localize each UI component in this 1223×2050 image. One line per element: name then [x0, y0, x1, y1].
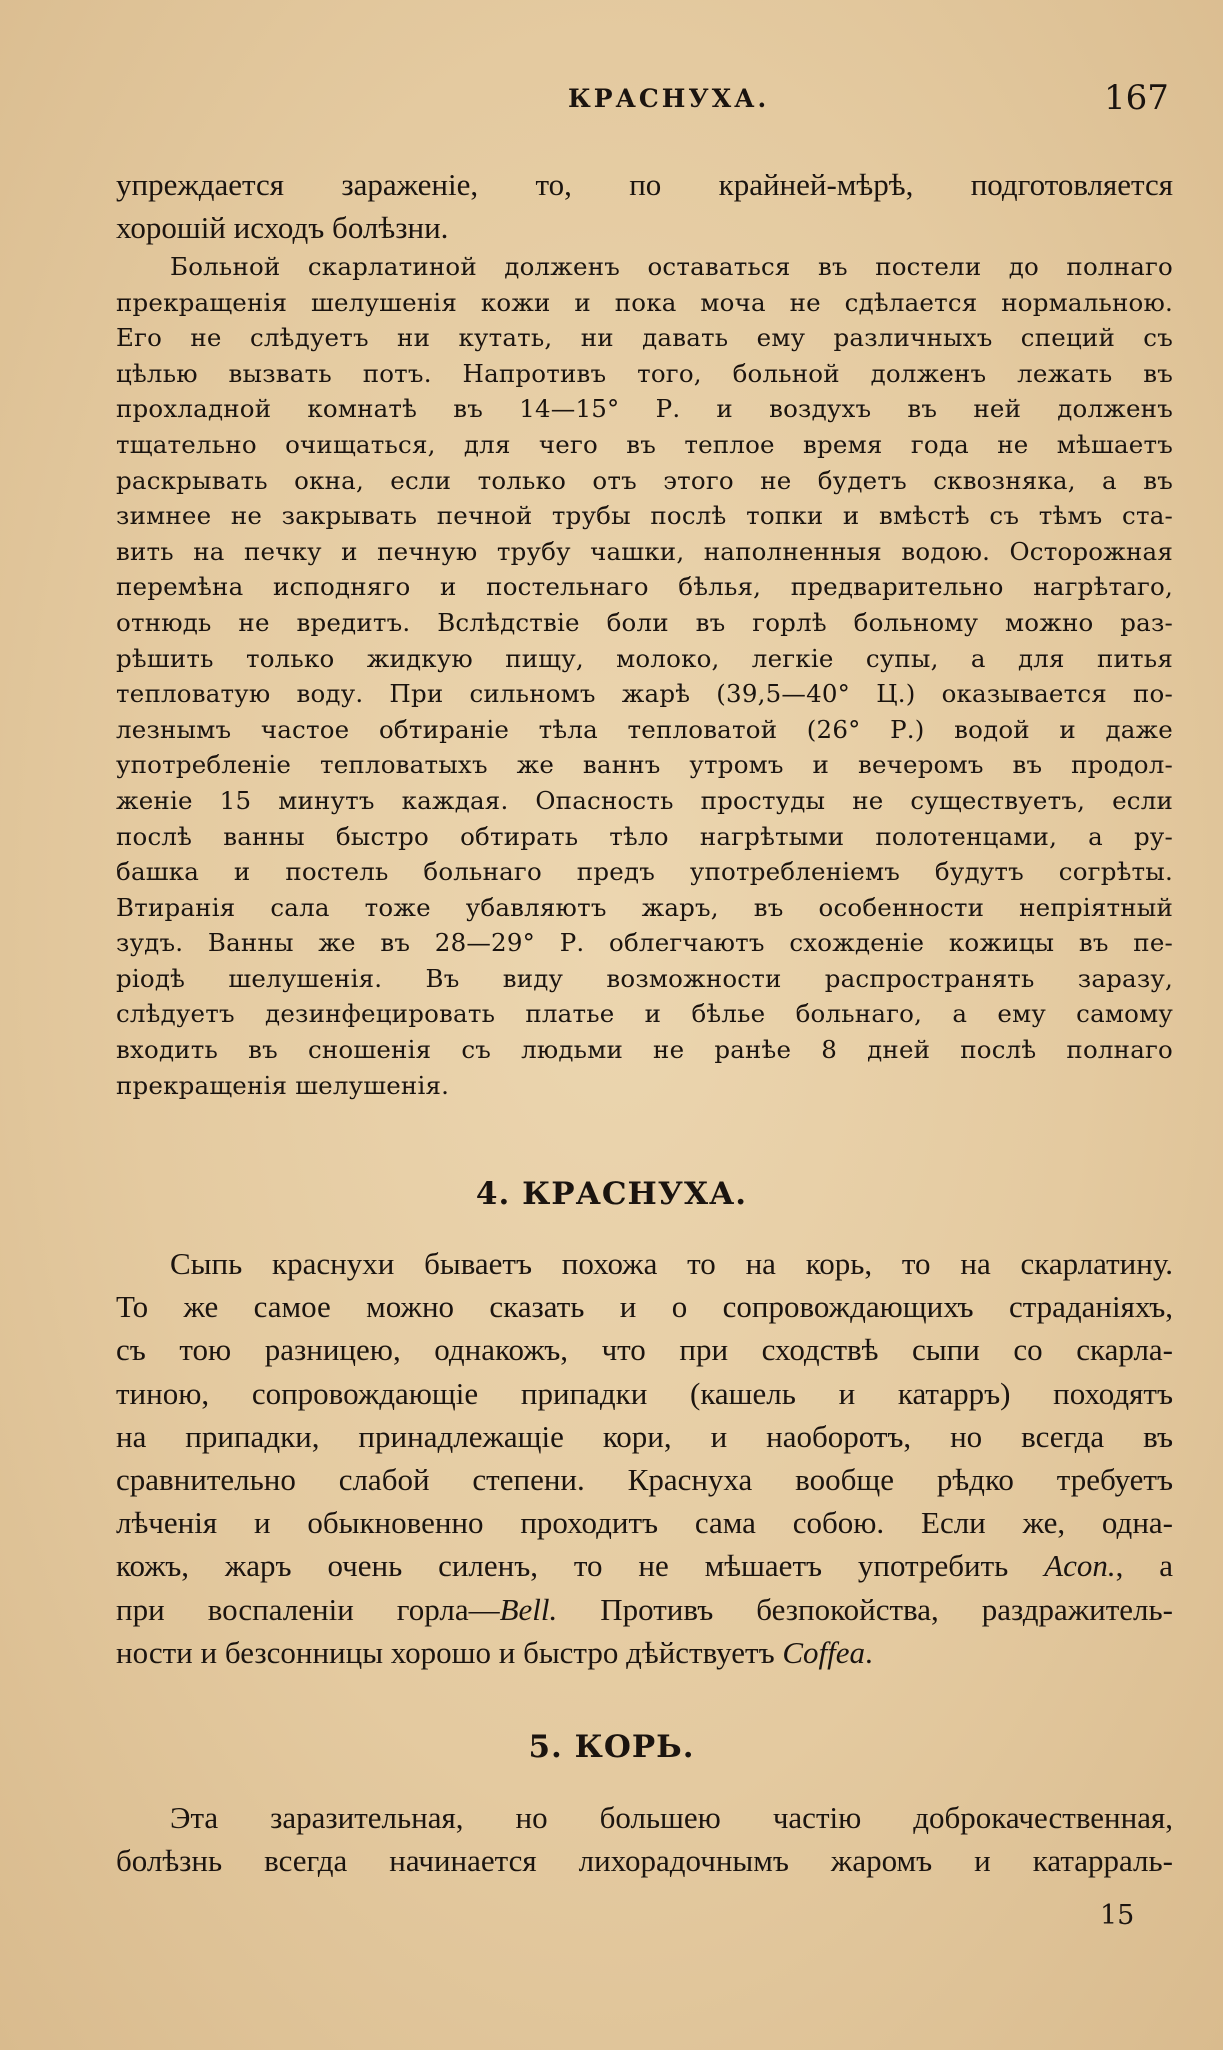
remedy-name: Coffea	[782, 1634, 866, 1670]
text-fragment: .	[865, 1634, 873, 1670]
text-line: ріодѣ шелушенія. Въ виду возможности распространять заразу,	[116, 963, 1173, 993]
text-line: цѣлью вызвать потъ. Напротивъ того, больной долженъ лежать въ	[116, 358, 1173, 388]
text-line	[116, 1544, 1173, 1587]
text-line: прохладной комнатѣ въ 14—15° Р. и воздухъ въ ней долженъ	[116, 394, 1173, 424]
text-line: сравнительно слабой степени. Краснуха вообще рѣдко требуетъ	[116, 1462, 1173, 1498]
signature-mark: 15	[1100, 1900, 1135, 1931]
section-heading-measles: 5. КОРЬ.	[528, 1729, 695, 1765]
text-line: упреждается зараженіе, то, по крайней-мѣрѣ, подготовляется	[116, 167, 1173, 202]
text-line: послѣ ванны быстро обтирать тѣло нагрѣтыми полотенцами, а ру-	[116, 821, 1173, 851]
text-fragment: Противъ безпокойства, раздражитель-	[557, 1591, 1173, 1627]
text-line: лезнымъ частое обтираніе тѣла тепловатой (26° Р.) водой и даже	[116, 714, 1173, 744]
text-line: отнюдь не вредитъ. Вслѣдствіе боли въ горлѣ больному можно раз-	[116, 607, 1173, 637]
text-line: лѣченія и обыкновенно проходитъ сама собою. Если же, одна-	[116, 1505, 1173, 1541]
text-line: рѣшить только жидкую пищу, молоко, легкіе супы, а для питья	[116, 643, 1173, 673]
text-line: болѣзнь всегда начинается лихорадочнымъ жаромъ и катарраль-	[116, 1843, 1173, 1879]
text-line: женіе 15 минутъ каждая. Опасность простуды не существуетъ, если	[116, 785, 1173, 815]
text-line: перемѣна исподняго и постельнаго бѣлья, предварительно нагрѣтаго,	[116, 572, 1173, 602]
text-line: употребленіе тепловатыхъ же ваннъ утромъ и вечеромъ въ продол-	[116, 750, 1173, 780]
paragraph-continuation	[116, 163, 1173, 249]
paragraph-scarlatina-care	[116, 249, 1173, 1103]
page-number: 167	[1104, 78, 1169, 118]
remedy-name: Acon.	[1044, 1548, 1116, 1584]
text-fragment: , а	[1115, 1548, 1173, 1584]
running-title: КРАСНУХА.	[568, 84, 770, 113]
text-fragment: ности и безсонницы хорошо и быстро дѣйствуетъ	[116, 1634, 775, 1670]
text-line: Втиранія сала тоже убавляютъ жаръ, въ особенности непріятный	[116, 892, 1173, 922]
text-line: на припадки, принадлежащіе кори, и наоборотъ, но всегда въ	[116, 1418, 1173, 1454]
paragraph-measles	[116, 1796, 1173, 1882]
text-line: вить на печку и печную трубу чашки, наполненныя водою. Осторожная	[116, 536, 1173, 566]
text-line: прекращенія шелушенія кожи и пока моча не сдѣлается нормальною.	[116, 287, 1173, 317]
text-line: Сыпь краснухи бываетъ похожа то на корь, то на скарлатину.	[170, 1246, 1173, 1281]
text-line	[116, 1631, 1173, 1674]
text-line: Больной скарлатиной долженъ оставаться въ постели до полнаго	[170, 252, 1173, 281]
text-line: хорошій исходъ болѣзни.	[116, 210, 449, 246]
text-fragment: кожъ, жаръ очень силенъ, то не мѣшаетъ употребить	[116, 1548, 1009, 1584]
text-line: зимнее не закрывать печной трубы послѣ топки и вмѣстѣ съ тѣмъ ста-	[116, 501, 1173, 531]
text-line: То же самое можно сказать и о сопровождающихъ страданіяхъ,	[116, 1289, 1173, 1325]
text-line	[116, 1588, 1173, 1631]
text-line: входить въ сношенія съ людьми не ранѣе 8 дней послѣ полнаго	[116, 1035, 1173, 1065]
remedy-name: Bell.	[499, 1591, 558, 1627]
text-line: тиною, сопровождающіе припадки (кашель и катарръ) походятъ	[116, 1375, 1173, 1411]
text-line: зудъ. Ванны же въ 28—29° Р. облегчаютъ схожденіе кожицы въ пе-	[116, 928, 1173, 958]
section-heading-rubella: 4. КРАСНУХА.	[475, 1176, 748, 1212]
text-line: тщательно очищаться, для чего въ теплое время года не мѣшаетъ	[116, 429, 1173, 459]
text-line: слѣдуетъ дезинфецировать платье и бѣлье больнаго, а ему самому	[116, 999, 1173, 1029]
text-line: Его не слѣдуетъ ни кутать, ни давать ему различныхъ специй съ	[116, 323, 1173, 353]
text-line: раскрывать окна, если только отъ этого не будетъ сквозняка, а въ	[116, 465, 1173, 495]
paragraph-rubella	[116, 1242, 1173, 1674]
text-line: тепловатую воду. При сильномъ жарѣ (39,5—40° Ц.) оказывается по-	[116, 679, 1173, 709]
text-line: прекращенія шелушенія.	[116, 1070, 450, 1100]
text-line: башка и постель больнаго предъ употребленіемъ будутъ согрѣты.	[116, 857, 1173, 887]
text-fragment: при воспаленіи горла—	[116, 1591, 500, 1627]
text-line: съ тою разницею, однакожъ, что при сходствѣ сыпи со скарла-	[116, 1332, 1173, 1368]
text-line: Эта заразительная, но большею частію доброкачественная,	[170, 1800, 1173, 1835]
